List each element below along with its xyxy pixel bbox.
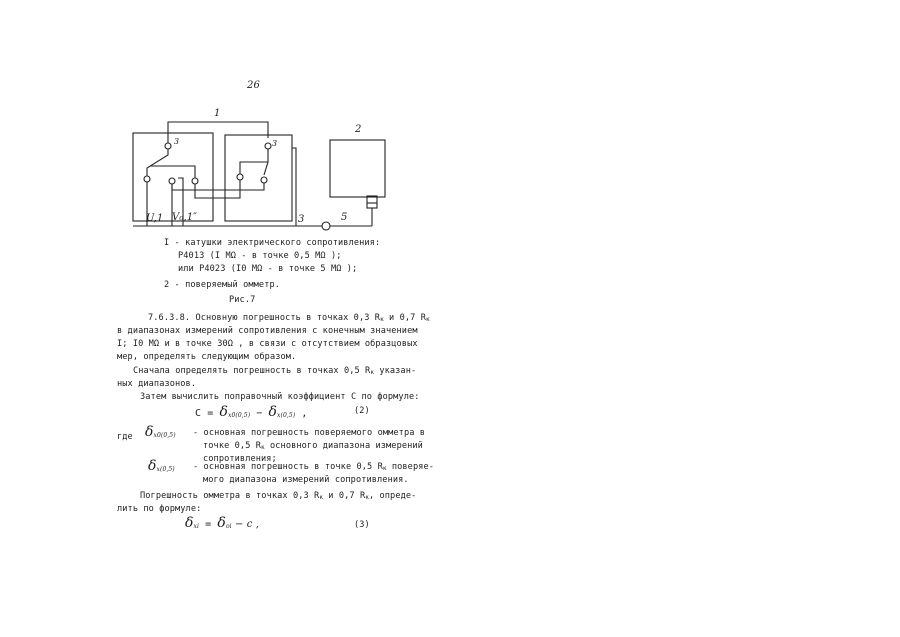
paragraph-line: лить по формуле:: [117, 504, 202, 514]
formula-3: δxi = δoi − с ,: [185, 515, 259, 531]
legend-line-1: I - катушки электрического сопротивления:: [164, 238, 381, 248]
terminal-left-top: [165, 143, 171, 149]
label-device-2: 2: [355, 124, 362, 135]
legend-line-2: Р4013 (I МΩ - в точке 0,5 МΩ );: [178, 251, 342, 261]
def2-line1: - основная погрешность в точке 0,5 Rк поверяе-: [193, 462, 435, 472]
terminal-left-c: [192, 178, 198, 184]
paragraph-line: Затем вычислить поправочный коэффициент С по формуле:: [140, 392, 420, 402]
def2-symbol: δx(0,5): [148, 458, 175, 474]
paragraph-line: I; I0 МΩ и в точке 30Ω , в связи с отсутствием образцовых: [117, 339, 418, 349]
def1-symbol: δx0(0,5): [145, 424, 176, 440]
formula-2: С = δx0(0,5) − δx(0,5) ,: [195, 404, 308, 420]
paragraph-line: 7.6.3.8. Основную погрешность в точках 0,3 Rк и 0,7 Rк: [148, 313, 430, 323]
def1-line2: точке 0,5 Rк основного диапазона измерений: [203, 441, 423, 451]
terminal-right-b: [261, 177, 267, 183]
label-wire-5: 5: [341, 212, 348, 223]
label-v1: V₀,1″: [172, 212, 198, 223]
terminal-right-top: [265, 143, 271, 149]
label-device-1: 1: [214, 108, 221, 119]
wire-node: [322, 222, 330, 230]
terminal-left-b: [169, 178, 175, 184]
figure-caption: Рис.7: [229, 295, 256, 305]
def2-line2: мого диапазона измерений сопротивления.: [203, 475, 409, 485]
paragraph-line: ных диапазонов.: [117, 379, 197, 389]
paragraph-line: Сначала определять погрешность в точках 0,5 Rк указан-: [133, 366, 417, 376]
where-word: где: [117, 432, 133, 442]
ohmmeter-connector: [367, 196, 377, 208]
ohmmeter-box: [330, 140, 385, 197]
legend-line-4: 2 - поверяемый омметр.: [164, 280, 281, 290]
terminal-right-a: [237, 174, 243, 180]
label-wire-3: 3: [298, 214, 305, 225]
label-u1: U,1: [146, 213, 164, 224]
label-terminal-3a: 3: [174, 137, 180, 146]
terminal-left-a: [144, 176, 150, 182]
def1-line1: - основная погрешность поверяемого омметра в: [193, 428, 426, 438]
label-terminal-3b: 3: [272, 139, 278, 148]
paragraph-line: в диапазонах измерений сопротивления с конечным значением: [117, 326, 418, 336]
formula-2-number: (2): [354, 406, 370, 416]
coil-box-right: [225, 135, 292, 221]
formula-3-number: (3): [354, 520, 370, 530]
paragraph-line: мер, определять следующим образом.: [117, 352, 297, 362]
legend-line-3: или Р4023 (I0 МΩ - в точке 5 МΩ );: [178, 264, 358, 274]
page-number: 26: [247, 80, 260, 91]
def1-line3: сопротивления;: [203, 454, 277, 464]
paragraph-line: Погрешность омметра в точках 0,3 Rк и 0,7 Rк, опреде-: [140, 491, 417, 501]
